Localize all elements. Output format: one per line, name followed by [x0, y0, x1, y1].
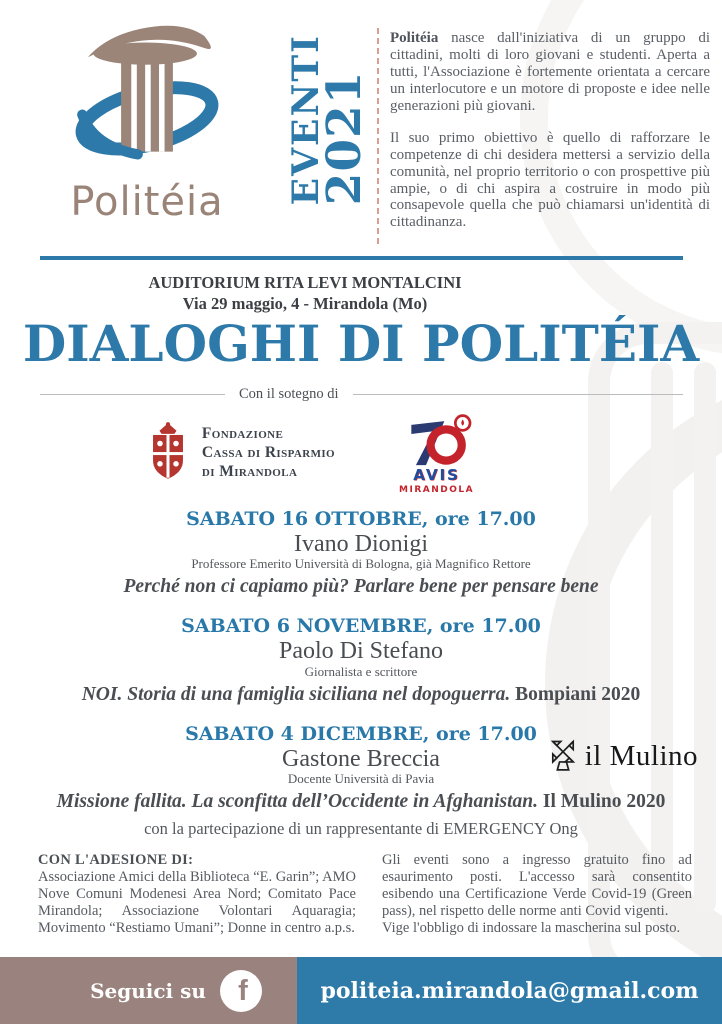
event-2-title [0, 684, 722, 706]
event-1-title-italic: Perché non ci capiamo più? Parlare bene per pensare bene [123, 576, 599, 598]
event-2-title-suffix: Bompiani 2020 [510, 683, 641, 705]
sponsors-row [40, 412, 580, 495]
badge-year-text: 2021 [317, 70, 373, 206]
intro-paragraph-1-rest: nasce dall'iniziativa di un gruppo di cittadini, molti di loro giovani e studenti. Aperta a tutti, l'Associazione è fortemente orientata a cercare un interlocutore e un motore di proposte e idee nelle generazioni più giovani. [390, 30, 710, 114]
event-3-title-italic: Missione fallita. La sconfitta dell’Occidente in Afghanistan. [56, 791, 539, 813]
event-3-title [0, 791, 722, 813]
adhesion-block [38, 852, 356, 938]
events-2021-badge [285, 34, 373, 242]
intro-paragraph-2: Il suo primo obiettivo è quello di rafforzare le competenze di chi desidera mettersi a servizio della comunità, nel proprio territorio o con prospettive più ampie, o di chi aspira a costruire in modo più consapevole quella che può chiamarsi un'identità di cittadinanza. [390, 129, 710, 231]
support-label: Con il sotegno di [239, 386, 339, 402]
footer-follow-section [0, 957, 297, 1024]
event-2-speaker: Paolo Di Stefano [279, 638, 443, 665]
venue-name: AUDITORIUM RITA LEVI MONTALCINI [148, 273, 462, 292]
windmill-icon [548, 737, 578, 776]
event-1-speaker: Ivano Dionigi [294, 531, 428, 557]
covid-notice-block [382, 852, 692, 938]
covid-notice-paragraph-1: Gli eventi sono a ingresso gratuito fino ad esaurimento posti. L'accesso sarà consentito esibendo una Certificazione Verde Covid-19 (Green pass), nel rispetto delle norme anti Covid vigenti. [382, 852, 692, 920]
fondazione-logo [146, 420, 335, 487]
badge-eventi-text: EVENTI [285, 34, 327, 206]
fondazione-crest-icon [146, 420, 190, 487]
avis-city-text: MIRANDOLA [399, 485, 475, 495]
events-list [0, 508, 722, 856]
event-2-title-italic: NOI. Storia di una famiglia siciliana nel dopoguerra. [81, 683, 511, 705]
facebook-icon[interactable] [220, 970, 262, 1012]
event-3-speaker: Gastone Breccia [282, 745, 440, 772]
avis-name-text: AVIS [413, 466, 460, 484]
event-3-role: Docente Università di Pavia [287, 771, 435, 787]
event-2-date: SABATO 6 NOVEMBRE, ore 17.00 [181, 615, 541, 638]
politeia-column-icon [63, 159, 231, 176]
support-line-right [353, 394, 684, 395]
support-row [40, 386, 683, 403]
event-3-title-suffix: Il Mulino 2020 [538, 791, 666, 813]
venue-block [40, 273, 570, 314]
page-title: DIALOGHI DI POLITÉIA [22, 314, 700, 373]
facebook-f-glyph: f [238, 975, 248, 1007]
support-line-left [40, 394, 225, 395]
contact-email-link[interactable]: politeia.mirandola@gmail.com [320, 977, 699, 1004]
intro-lead-word: Politéia [390, 30, 439, 46]
blue-rule [40, 256, 683, 260]
event-3-note: con la partecipazione di un rappresentante di EMERGENCY Ong [144, 819, 578, 839]
event-1 [0, 508, 722, 598]
event-1-role: Professore Emerito Università di Bologna, già Magnifico Rettore [191, 556, 531, 572]
event-3-date: SABATO 4 DICEMBRE, ore 17.00 [185, 722, 537, 745]
politeia-logo-text: Politéia [70, 179, 224, 225]
venue-address: Via 29 maggio, 4 - Mirandola (Mo) [182, 293, 428, 313]
adhesion-heading: CON L'ADESIONE DI: [38, 852, 194, 868]
follow-label: Seguici su [90, 978, 206, 1003]
fondazione-line-2: Cassa di Risparmio [201, 444, 336, 462]
dashed-divider [377, 28, 379, 244]
intro-paragraph-1 [390, 30, 710, 115]
event-1-date: SABATO 16 OTTOBRE, ore 17.00 [186, 508, 536, 530]
il-mulino-logo [548, 737, 698, 776]
event-2-role: Giornalista e scrittore [304, 663, 418, 679]
fondazione-line-3: di Mirandola [201, 462, 298, 480]
adhesion-body: Associazione Amici della Biblioteca “E. Garin”; AMO Nove Comuni Modenesi Area Nord; Comitato Pace Mirandola; Associazione Volontari Aquaragia; Movimento “Restiamo Umani”; Donne in centro a.p.s. [38, 869, 356, 937]
footer-email-section [297, 957, 722, 1024]
intro-text [390, 30, 710, 246]
footer-bar [0, 957, 722, 1024]
bottom-info [38, 852, 692, 938]
event-1-title [0, 576, 722, 598]
il-mulino-text: il Mulino [584, 740, 698, 772]
event-2 [0, 615, 722, 705]
fondazione-text [202, 425, 335, 482]
covid-notice-paragraph-2: Vige l'obbligo di indossare la mascherina sul posto. [382, 920, 681, 937]
fondazione-line-1: Fondazione [201, 425, 284, 443]
avis-logo [399, 412, 474, 495]
politeia-logo [52, 24, 242, 225]
